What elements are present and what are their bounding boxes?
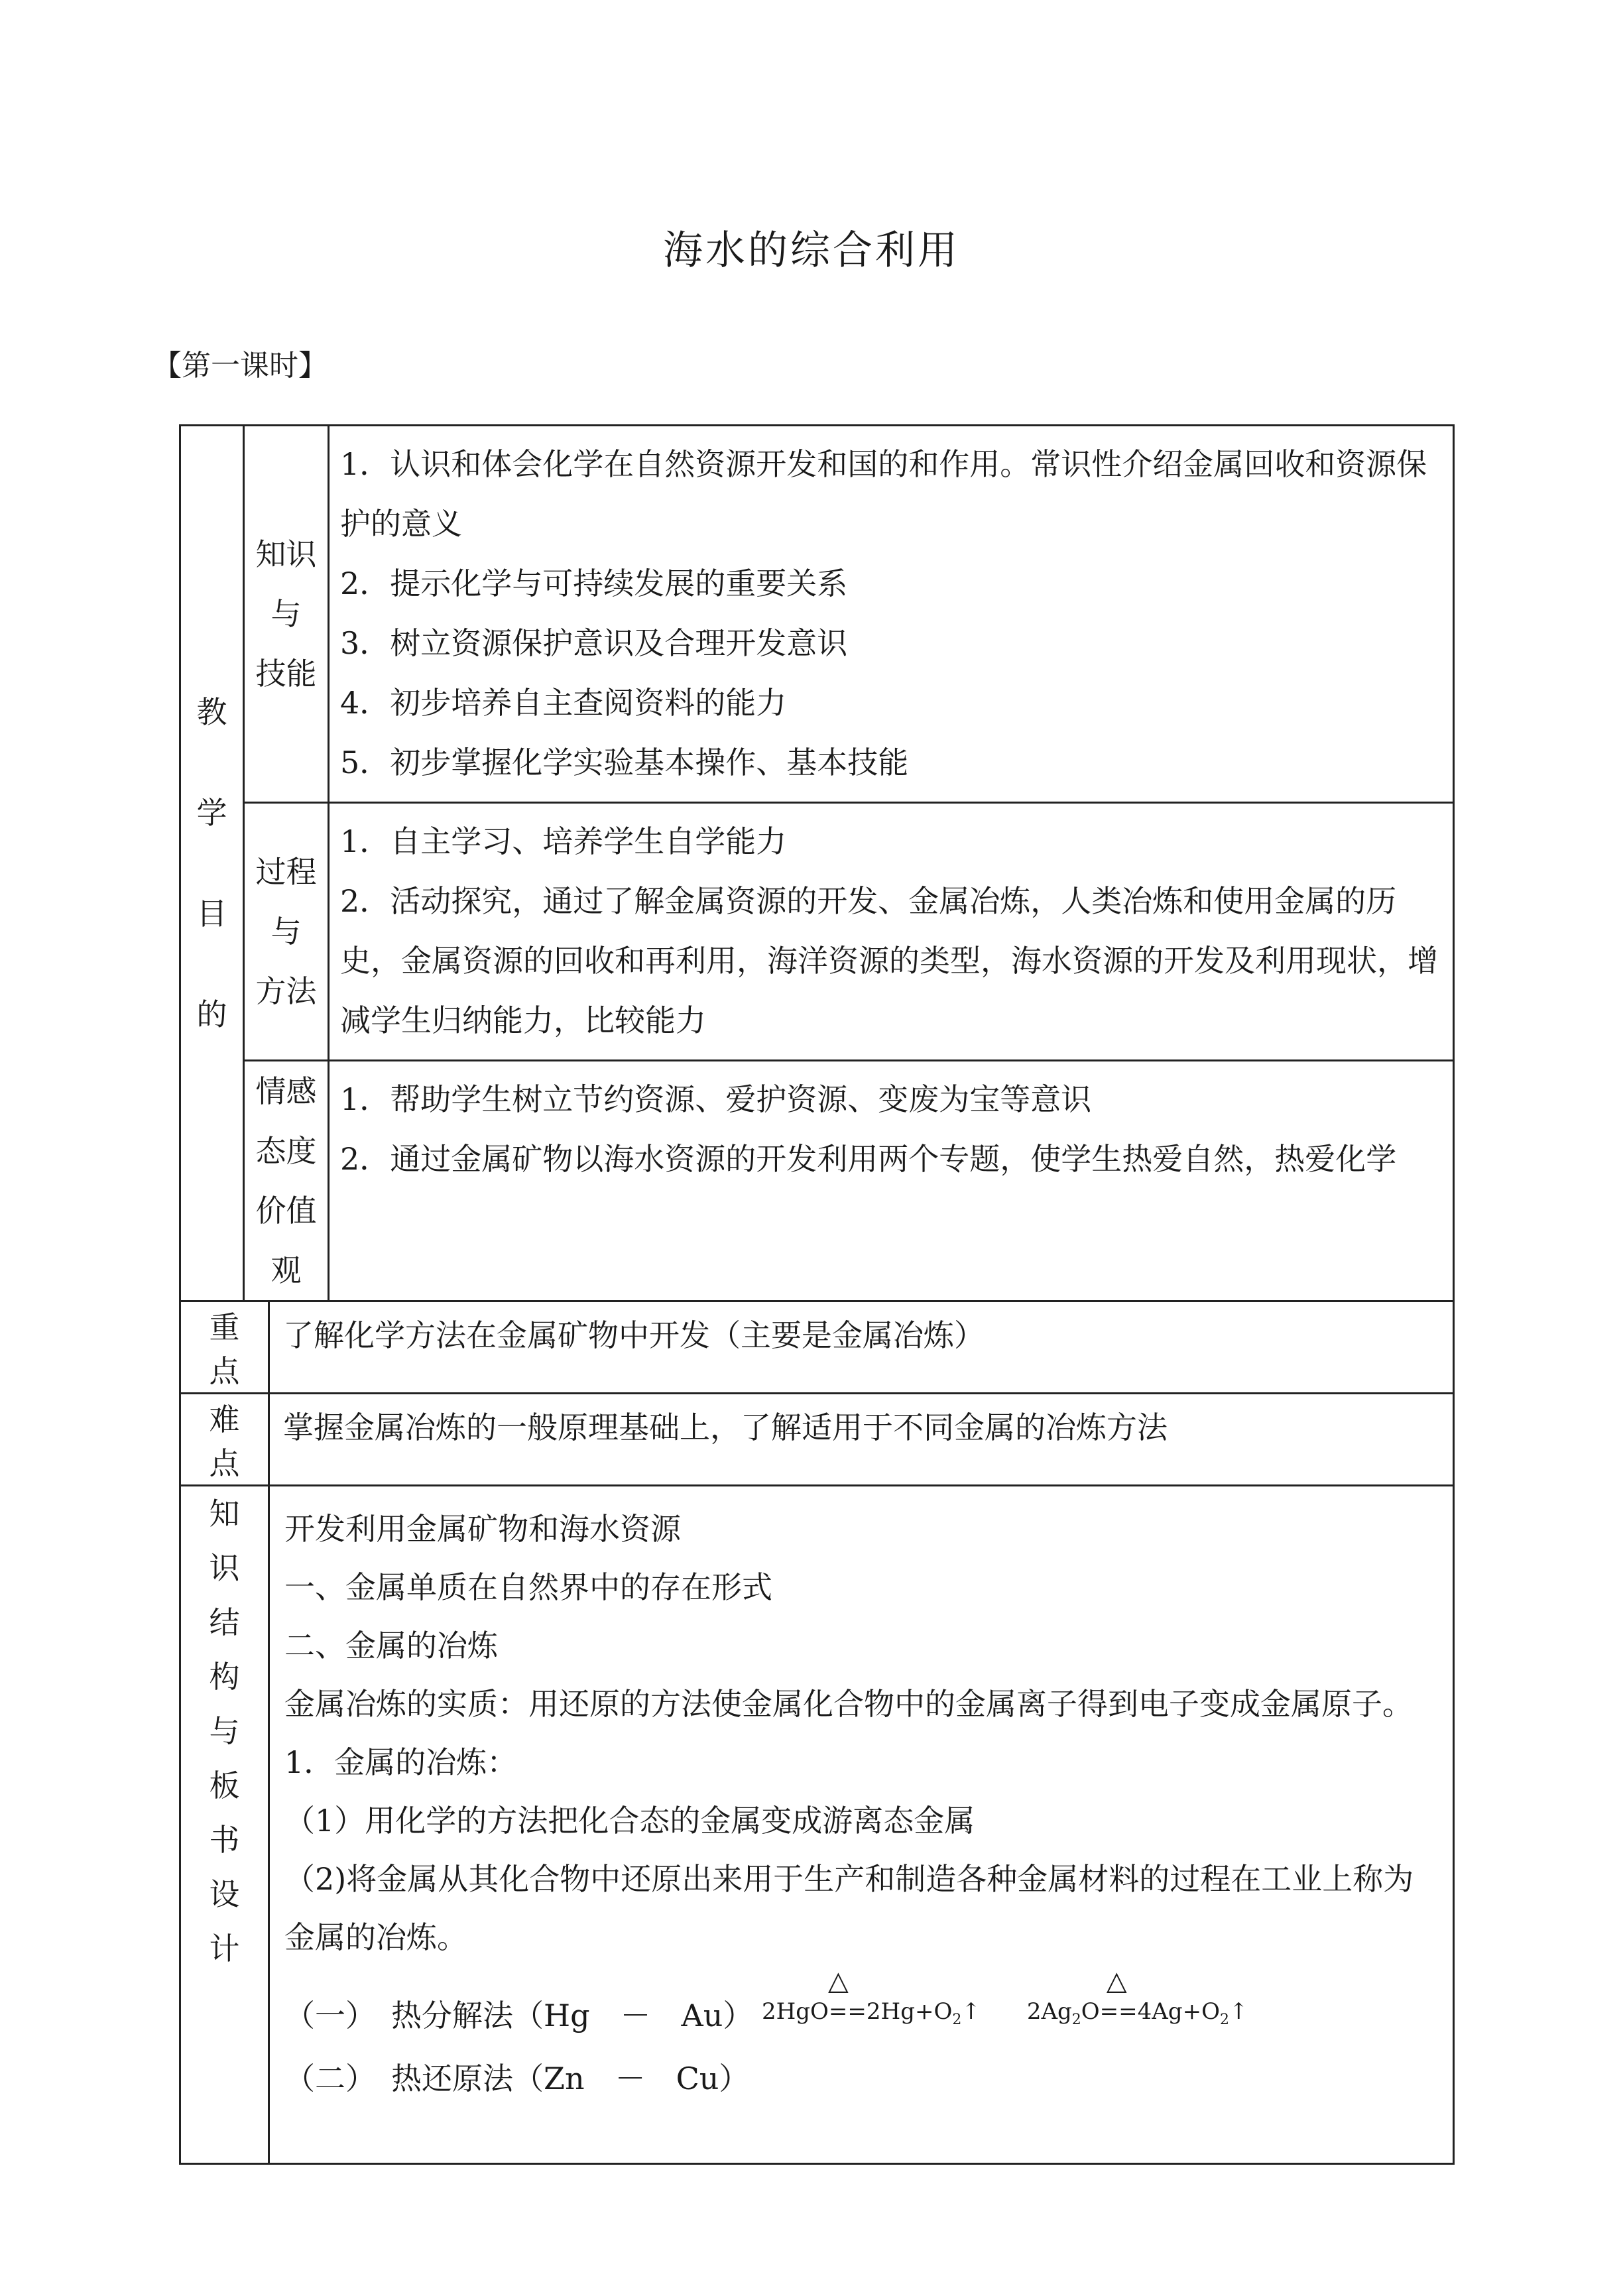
emotion-items: 1．帮助学生树立节约资源、爱护资源、变废为宝等意识 2．通过金属矿物以海水资源的开发利用两个专题，使学生热爱自然，热爱化学 <box>329 1061 1454 1301</box>
equation-hgo: △ $2HgO==2Hg+O_2↑$ <box>762 1966 981 2028</box>
key-point-row <box>180 1301 1454 1394</box>
objective-row-emotion <box>180 1061 1454 1301</box>
board-design-content: 开发利用金属矿物和海水资源 一、金属单质在自然界中的存在形式 二、金属的冶炼 金属冶炼的实质：用还原的方法使金属化合物中的金属离子得到电子变成金属原子。 1．金属的冶炼： （1）用化学的方法把化合态的金属变成游离态金属 （2)将金属从其化合物中还原出来用于生产和制造各种金属材料的过程在工业上称为金属的冶炼。 （一） 热分解法（Hg － Au） △ $2HgO==2Hg+O_2↑$ △ $2Ag_2O==4Ag+O_2↑$ （二） 热还原法（Zn － Cu） <box>269 1486 1454 2164</box>
knowledge-items: 1．认识和体会化学在自然资源开发和国的和作用。常识性介绍金属回收和资源保护的意义 2．提示化学与可持续发展的重要关系 3．树立资源保护意识及合理开发意识 4．初步培养自主查阅资料的能力 5．初步掌握化学实验基本操作、基本技能 <box>329 426 1454 803</box>
process-label: 过程 与 方法 <box>244 803 329 1061</box>
objective-row-knowledge <box>180 426 1454 803</box>
key-point-label: 重点 <box>180 1301 269 1394</box>
process-items: 1．自主学习、培养学生自学能力 2．活动探究，通过了解金属资源的开发、金属冶炼，人类冶炼和使用金属的历史，金属资源的回收和再利用，海洋资源的类型，海水资源的开发及利用现状，增减学生归纳能力，比较能力 <box>329 803 1454 1061</box>
key-point-text: 了解化学方法在金属矿物中开发（主要是金属冶炼） <box>269 1301 1454 1394</box>
document-title: 海水的综合利用 <box>663 227 960 274</box>
board-design-row <box>180 1486 1454 2164</box>
objective-row-process <box>180 803 1454 1061</box>
thermal-decomposition-label: （一） 热分解法（Hg － Au） <box>284 1998 754 2034</box>
lesson-label: 【第一课时】 <box>152 349 328 383</box>
thermal-reduction-label: （二） 热还原法（Zn － Cu） <box>284 2060 750 2096</box>
thermal-decomposition-row <box>284 1966 1442 2049</box>
difficult-point-row <box>180 1394 1454 1486</box>
emotion-label: 情感 态度 价值观 <box>244 1061 329 1301</box>
objectives-label: 教 学 目 的 <box>180 426 244 1301</box>
knowledge-label: 知识 与 技能 <box>244 426 329 803</box>
difficult-point-text: 掌握金属冶炼的一般原理基础上，了解适用于不同金属的冶炼方法 <box>269 1394 1454 1486</box>
lesson-plan-table <box>179 424 1455 2165</box>
equation-ag2o: △ $2Ag_2O==4Ag+O_2↑$ <box>1026 1966 1248 2028</box>
difficult-point-label: 难点 <box>180 1394 269 1486</box>
board-design-label: 知 识 结 构 与 板 书 设 计 <box>180 1486 269 2164</box>
